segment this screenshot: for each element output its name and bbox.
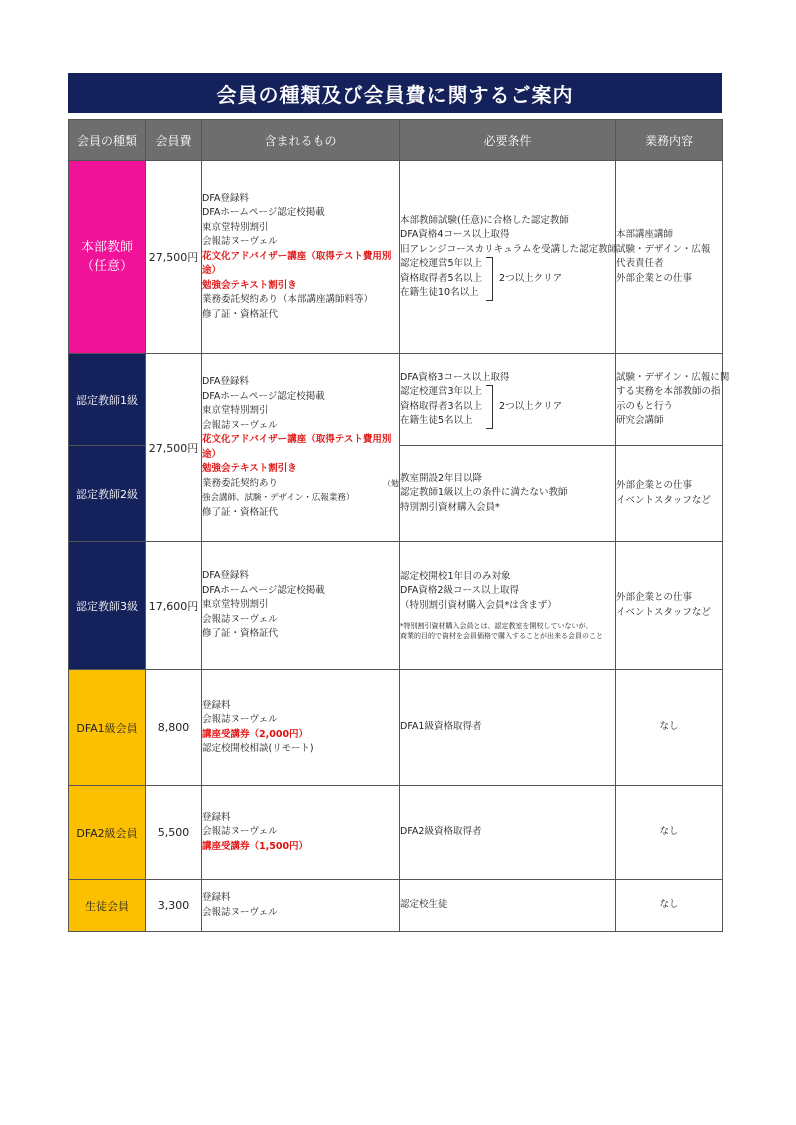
row-nintei3 <box>69 542 723 670</box>
header-duties: 業務内容 <box>616 120 723 161</box>
requirement-item: 本部教師試験(任意)に合格した認定教師 <box>400 214 569 226</box>
included-item: 会報誌ヌーヴェル <box>202 613 278 625</box>
included-student <box>202 880 400 932</box>
duties-nintei2 <box>616 446 723 542</box>
requirement-item: 認定校運営5年以上 <box>400 258 483 269</box>
requirement-item: （特別割引資材購入会員*は含まず） <box>400 599 557 611</box>
requirement-footnote: 商業的目的で資材を会員価格で購入することが出来る会員のこと <box>400 632 603 641</box>
included-item: 東京堂特別割引 <box>202 405 269 416</box>
requirement-item: 在籍生徒10名以上 <box>400 287 479 298</box>
row-dfa1 <box>69 670 723 786</box>
header-row <box>69 120 723 161</box>
included-item: 業務委託契約あり <box>202 477 279 489</box>
duty-item: 示のもと行う <box>616 400 674 412</box>
duties-honbu <box>616 161 723 354</box>
duty-item: 外部企業との仕事 <box>616 272 693 284</box>
requirement-item: DFA資格3コース以上取得 <box>400 371 510 383</box>
duties-dfa2: なし <box>616 786 723 880</box>
row-nintei1 <box>69 354 723 446</box>
included-item: 認定校開校相談(リモート) <box>202 743 314 754</box>
header-fee: 会員費 <box>146 120 202 161</box>
requirements-dfa2: DFA2級資格取得者 <box>400 786 616 880</box>
included-item: 会報誌ヌーヴェル <box>202 714 278 725</box>
duty-item: 代表責任者 <box>616 258 664 269</box>
duties-dfa1: なし <box>616 670 723 786</box>
duty-item: イベントスタッフなど <box>616 606 711 618</box>
duty-item: 本部講座講師 <box>616 229 674 240</box>
requirements-nintei1 <box>400 354 616 446</box>
included-item-highlight: 花文化アドバイザー講座（取得テスト費用別途） <box>202 434 392 460</box>
included-item: 登録料 <box>202 699 231 711</box>
brace-mark <box>486 385 493 429</box>
type-dfa2: DFA2級会員 <box>69 786 146 880</box>
requirement-footnote: *特別割引資材購入会員とは、認定教室を開校していないが、 <box>400 622 593 631</box>
included-item-highlight: 講座受講券（1,500円） <box>202 840 309 852</box>
included-dfa1 <box>202 670 400 786</box>
requirement-item: 教室開設2年目以降 <box>400 472 483 484</box>
fee-student: 3,300 <box>146 880 202 932</box>
fee-dfa2: 5,500 <box>146 786 202 880</box>
included-item: 修了証・資格証代 <box>202 628 279 640</box>
requirements-nintei2 <box>400 446 616 542</box>
included-item: 登録料 <box>202 811 231 823</box>
header-included: 含まれるもの <box>202 120 400 161</box>
brace-note: 2つ以上クリア <box>499 272 563 284</box>
duty-item: 試験・デザイン・広報 <box>616 243 711 255</box>
included-item-highlight: 勉強会テキスト割引き <box>202 463 297 474</box>
included-item: DFAホームページ認定校掲載 <box>202 207 325 219</box>
included-item: 会報誌ヌーヴェル <box>202 419 278 431</box>
row-honbu <box>69 161 723 354</box>
included-item: 登録料 <box>202 892 231 903</box>
duty-item: 外部企業との仕事 <box>616 592 693 603</box>
included-contract <box>202 477 399 492</box>
included-item: 修了証・資格証代 <box>202 506 279 518</box>
page-title: 会員の種類及び会員費に関するご案内 <box>68 73 722 113</box>
included-item: 東京堂特別割引 <box>202 221 269 233</box>
requirement-item: DFA資格2級コース以上取得 <box>400 585 519 597</box>
requirements-dfa1: DFA1級資格取得者 <box>400 670 616 786</box>
included-item: 修了証・資格証代 <box>202 308 279 320</box>
requirements-student: 認定校生徒 <box>400 880 616 932</box>
brace-note: 2つ以上クリア <box>499 400 563 412</box>
included-honbu <box>202 161 400 354</box>
type-honbu-line1: 本部教師 <box>80 240 133 255</box>
included-item: 強会講師、試験・デザイン・広報業務） <box>202 493 355 503</box>
duty-item: イベントスタッフなど <box>616 494 711 506</box>
requirement-item: 旧アレンジコースカリキュラムを受講した認定教師 <box>400 243 618 255</box>
type-nintei2: 認定教師2級 <box>69 446 146 542</box>
duty-item: 試験・デザイン・広報に関 <box>616 371 730 383</box>
requirement-item: 認定教師1級以上の条件に満たない教師 <box>400 487 568 499</box>
included-item-highlight: 講座受講券（2,000円） <box>202 728 309 740</box>
requirement-item: 認定校運営3年以上 <box>400 386 483 397</box>
duties-student: なし <box>616 880 723 932</box>
included-dfa2 <box>202 786 400 880</box>
included-nintei12 <box>202 354 400 542</box>
requirement-item: DFA資格4コース以上取得 <box>400 229 510 240</box>
membership-table <box>68 119 730 932</box>
type-student: 生徒会員 <box>69 880 146 932</box>
requirements-nintei3 <box>400 542 616 670</box>
fee-nintei3: 17,600円 <box>146 542 202 670</box>
requirement-item: 資格取得者3名以上 <box>400 400 483 412</box>
type-dfa1: DFA1級会員 <box>69 670 146 786</box>
header-requirements: 必要条件 <box>400 120 616 161</box>
type-nintei1: 認定教師1級 <box>69 354 146 446</box>
type-nintei3: 認定教師3級 <box>69 542 146 670</box>
included-item: DFA登録料 <box>202 376 249 387</box>
included-item: DFA登録料 <box>202 570 249 582</box>
included-item-highlight: 勉強会テキスト割引き <box>202 279 297 291</box>
included-nintei3 <box>202 542 400 670</box>
included-item: 会報誌ヌーヴェル <box>202 826 278 838</box>
requirement-item: 認定校開校1年目のみ対象 <box>400 570 511 582</box>
duty-item: 外部企業との仕事 <box>616 480 693 491</box>
included-item: 会報誌ヌーヴェル <box>202 236 278 248</box>
row-student <box>69 880 723 932</box>
included-item: DFAホームページ認定校掲載 <box>202 584 325 596</box>
included-item: DFAホームページ認定校掲載 <box>202 390 325 402</box>
duties-nintei3 <box>616 542 723 670</box>
brace-mark <box>486 257 493 301</box>
included-item: 会報誌ヌーヴェル <box>202 906 278 918</box>
duty-item: する実務を本部教師の指 <box>616 386 721 397</box>
fee-honbu: 27,500円 <box>146 161 202 354</box>
requirement-brace-group <box>400 257 615 301</box>
requirement-item: 在籍生徒5名以上 <box>400 415 473 426</box>
header-type: 会員の種類 <box>69 120 146 161</box>
fee-dfa1: 8,800 <box>146 670 202 786</box>
included-item-paren: （勉 <box>383 478 399 488</box>
type-honbu-line2: （任意） <box>80 259 133 274</box>
requirement-item: 特別割引資材購入会員* <box>400 501 500 513</box>
included-item: DFA登録料 <box>202 192 249 204</box>
included-item-highlight: 花文化アドバイザー講座（取得テスト費用別途） <box>202 250 392 277</box>
duty-item: 研究会講師 <box>616 415 664 426</box>
requirements-honbu <box>400 161 616 354</box>
included-item: 業務委託契約あり（本部講座講師料等） <box>202 294 374 306</box>
type-honbu <box>69 161 146 354</box>
requirement-brace-group <box>400 385 615 429</box>
row-dfa2 <box>69 786 723 880</box>
included-item: 東京堂特別割引 <box>202 599 269 611</box>
fee-nintei12: 27,500円 <box>146 354 202 542</box>
requirement-item: 資格取得者5名以上 <box>400 272 483 284</box>
duties-nintei1 <box>616 354 730 446</box>
